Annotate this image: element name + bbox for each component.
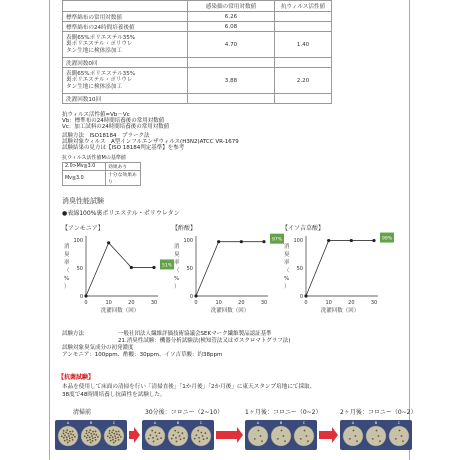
colony-dot — [200, 432, 202, 434]
colony-dot — [93, 433, 95, 435]
colony-dot — [72, 431, 74, 433]
agar-plate — [366, 426, 386, 446]
colony-dot — [151, 430, 153, 432]
colony-dot — [70, 433, 72, 435]
y-axis-label: % — [174, 276, 180, 282]
y-tick-label: 50 — [76, 266, 83, 272]
agar-plate — [168, 426, 188, 446]
colony-dot — [86, 430, 88, 432]
y-tick-label: 100 — [183, 238, 193, 244]
virus-target-note: 試験対象ウィルス A型インフルエンザウィルス(H3N2)ATCC VR-1679 — [62, 139, 239, 145]
y-tick-label: 100 — [293, 238, 303, 244]
colony-dot — [158, 432, 160, 434]
colony-dot — [69, 431, 71, 433]
deodor-subtitle: ●表綿100%裏ポリエステル・ポリウレタン — [62, 210, 180, 217]
agar-plate — [271, 426, 291, 446]
colony-dot — [203, 438, 205, 440]
antibac-desc: 38度で48時間培養し抗菌性を試験した。 — [62, 392, 166, 398]
y-axis-label: （ — [284, 268, 290, 274]
colony-dot — [92, 440, 94, 442]
colony-dot — [86, 432, 88, 434]
colony-dot — [109, 437, 111, 439]
table-header-cell: 抗ウィルス活性値 — [275, 1, 332, 12]
colony-dot — [160, 437, 162, 439]
colony-dot — [300, 438, 302, 440]
colony-dot — [353, 430, 355, 432]
y-axis-label: ） — [174, 284, 180, 290]
colony-dot — [281, 430, 283, 432]
colony-dot — [177, 432, 179, 434]
step-label: 30分後：コロニー（2~10） — [145, 409, 224, 416]
colony-dot — [63, 432, 65, 434]
colony-dot — [197, 430, 199, 432]
agar-plate — [294, 426, 314, 446]
colony-dot — [64, 440, 66, 442]
y-axis-label: % — [64, 276, 70, 282]
x-tick-label: 0 — [84, 300, 88, 306]
colony-dot — [92, 431, 94, 433]
step-label: 2ヶ月後：コロニー（0~2） — [340, 409, 417, 416]
colony-dot — [156, 435, 158, 437]
x-tick-label: 20 — [238, 300, 245, 306]
colony-dot — [84, 435, 86, 437]
y-axis-label: 消 — [174, 244, 180, 250]
colony-dot — [95, 439, 97, 441]
gas-values: アンモニア：100ppm、酢酸：30ppm、イソ吉草酸：約38ppm — [62, 352, 223, 358]
arrow-icon — [216, 427, 243, 443]
table-cell-value: 6.26 — [188, 12, 275, 22]
colony-dot — [114, 435, 116, 437]
plate-letter: B — [279, 421, 283, 425]
x-tick-label: 30 — [260, 300, 268, 306]
x-tick-label: 20 — [348, 300, 355, 306]
plate-letter: A — [256, 421, 260, 425]
criteria-effect: 効果あり — [106, 163, 141, 171]
criteria-effect: 十分な効果あり — [106, 171, 141, 186]
colony-dot — [157, 438, 159, 440]
colony-dot — [195, 434, 197, 436]
y-axis-label: % — [284, 276, 290, 282]
colony-dot — [91, 435, 93, 437]
criteria-title: 抗ウィルス活性値Mの基準値 — [62, 155, 126, 161]
colony-dot — [67, 433, 69, 435]
colony-dot — [94, 437, 96, 439]
colony-dot — [63, 437, 65, 439]
x-tick-label: 10 — [215, 300, 222, 306]
deodor-method-label: 試験方法 — [62, 331, 85, 337]
colony-dot — [395, 438, 397, 440]
criteria-range: 2.0>Mv≧3.0 — [63, 163, 106, 171]
arrow-icon — [129, 427, 140, 443]
colony-dot — [148, 438, 150, 440]
colony-dot — [68, 435, 70, 437]
colony-dot — [198, 437, 200, 439]
table-row-label: 表側65%ポリエステル35% 裏ポリエステル・ポリウレ タン生地に検体添加工 — [63, 32, 188, 58]
colony-dot — [204, 432, 206, 434]
colony-dot — [304, 430, 306, 432]
formula-text: 抗ウィルス活性値=Vb－Vc — [62, 112, 130, 118]
plate-letter: B — [89, 421, 93, 425]
colony-dot — [154, 432, 156, 434]
colony-dot — [179, 435, 181, 437]
colony-dot — [349, 438, 351, 440]
colony-dot — [109, 432, 111, 434]
antibac-desc: 本品を使用して床面の清掃を行い「清掃直後」「1か月後」「2か月後」に東天スタンプ培地にて採取、 — [62, 384, 316, 390]
y-tick-label: 0 — [189, 294, 193, 300]
colony-dot — [112, 429, 114, 431]
colony-dot — [172, 434, 174, 436]
colony-dot — [115, 437, 117, 439]
colony-dot — [69, 437, 71, 439]
colony-dot — [63, 430, 65, 432]
vc-note: Vc：加工試料の24時間培養後の常用対数値 — [62, 124, 170, 130]
deodor-method-line: 一般社団法人繊維評価技術協議会SEKマーク繊維製品認証基準 — [118, 331, 272, 337]
colony-dot — [115, 440, 117, 442]
colony-dot — [379, 440, 381, 442]
colony-dot — [401, 435, 403, 437]
vb-note: Vb：標準布の24時間培養後の常用対数値 — [62, 118, 165, 124]
colony-dot — [372, 438, 374, 440]
colony-dot — [92, 437, 94, 439]
table-header-cell: 感染価の常用対数値 — [188, 1, 275, 12]
x-tick-label: 20 — [128, 300, 135, 306]
table-cell-activity: 2.20 — [275, 68, 332, 94]
method-note: 試験方法 ISO18184 プラーク法 — [62, 133, 150, 139]
agar-plate — [389, 426, 409, 446]
agar-plate — [191, 426, 211, 446]
colony-dot — [175, 437, 177, 439]
colony-dot — [307, 440, 309, 442]
colony-dot — [112, 436, 114, 438]
colony-dot — [66, 436, 68, 438]
colony-dot — [254, 438, 256, 440]
deodor-title: 消臭性能試験 — [62, 197, 104, 205]
y-axis-label: （ — [174, 268, 180, 274]
plate-letter: A — [153, 421, 157, 425]
y-axis-label: 消 — [64, 244, 70, 250]
colony-dot — [181, 432, 183, 434]
criteria-range: Mv≧3.0 — [63, 171, 106, 186]
y-axis-label: 臭 — [174, 252, 180, 258]
chart-title: 【イソ吉草酸】 — [282, 225, 325, 232]
colony-dot — [89, 429, 91, 431]
colony-dot — [152, 437, 154, 439]
plate-letter: A — [66, 421, 70, 425]
colony-dot — [97, 436, 99, 438]
colony-dot — [95, 434, 97, 436]
colony-dot — [95, 431, 97, 433]
y-axis-label: ） — [284, 284, 290, 290]
colony-dot — [110, 435, 112, 437]
x-tick-label: 30 — [370, 300, 378, 306]
plate-letter: C — [112, 421, 116, 425]
table-row-label: 洗濯回数10回 — [63, 94, 188, 104]
colony-dot — [118, 434, 120, 436]
y-tick-label: 0 — [299, 294, 303, 300]
callout-label: 99% — [381, 236, 393, 242]
y-tick-label: 0 — [79, 294, 83, 300]
colony-dot — [284, 440, 286, 442]
result-note: 試験結果の見方は【ISO 18184判定基準】を参考 — [62, 145, 185, 151]
y-tick-label: 100 — [73, 238, 83, 244]
table-row-label: 標準綿布の24時間培養後値 — [63, 22, 188, 32]
y-axis-label: 率 — [174, 260, 180, 266]
chart-title: 【酢酸】 — [172, 225, 197, 232]
colony-dot — [378, 435, 380, 437]
colony-dot — [66, 439, 68, 441]
y-tick-label: 50 — [186, 266, 193, 272]
colony-dot — [86, 437, 88, 439]
table-row-label: 標準綿布の常用対数値 — [63, 12, 188, 22]
colony-dot — [194, 438, 196, 440]
x-axis-label: 洗濯回数（回） — [100, 308, 140, 314]
plate-letter: C — [199, 421, 203, 425]
colony-dot — [171, 438, 173, 440]
colony-dot — [65, 431, 67, 433]
colony-dot — [402, 440, 404, 442]
colony-dot — [72, 434, 74, 436]
y-axis-label: 率 — [64, 260, 70, 266]
colony-dot — [206, 437, 208, 439]
callout-label: 97% — [271, 237, 283, 243]
colony-dot — [153, 441, 155, 443]
colony-dot — [199, 441, 201, 443]
colony-dot — [183, 437, 185, 439]
plate-letter: B — [176, 421, 180, 425]
table-cell-value: 6.08 — [188, 22, 275, 32]
colony-dot — [174, 430, 176, 432]
chart-title: 【アンモニア】 — [62, 225, 104, 232]
gas-title: 試験対象臭気成分の初発濃度 — [62, 345, 134, 351]
colony-dot — [111, 431, 113, 433]
x-tick-label: 0 — [194, 300, 198, 306]
colony-dot — [355, 435, 357, 437]
y-axis-label: 臭 — [64, 252, 70, 258]
colony-dot — [117, 437, 119, 439]
colony-dot — [118, 439, 120, 441]
y-axis-label: 消 — [284, 244, 290, 250]
agar-plate — [248, 426, 268, 446]
colony-dot — [109, 430, 111, 432]
colony-dot — [64, 435, 66, 437]
colony-dot — [118, 431, 120, 433]
colony-dot — [120, 436, 122, 438]
step-label: 清掃前 — [73, 409, 92, 416]
x-axis-label: 洗濯回数（回） — [320, 308, 360, 314]
table-cell-value: 3.88 — [188, 68, 275, 94]
table-row-label: 洗濯回数0回 — [63, 58, 188, 68]
colony-dot — [90, 433, 92, 435]
colony-dot — [72, 439, 74, 441]
colony-dot — [87, 440, 89, 442]
colony-dot — [67, 442, 69, 444]
colony-dot — [69, 440, 71, 442]
deodor-method-line: 21.消臭性試験：機器分析試験法(検知管法又はガスクロマトグラフ法) — [118, 338, 291, 344]
colony-dot — [113, 442, 115, 444]
colony-dot — [107, 435, 109, 437]
table-cell-activity: 1.40 — [275, 32, 332, 58]
colony-dot — [277, 438, 279, 440]
antibac-title: 【抗菌試験】 — [58, 374, 95, 381]
colony-dot — [116, 433, 118, 435]
x-tick-label: 10 — [105, 300, 112, 306]
colony-dot — [202, 435, 204, 437]
colony-dot — [61, 435, 63, 437]
table-row-label: 表側65%ポリエステル35% 裏ポリエステル・ポリウレ タン生地に検体添加工 — [63, 68, 188, 94]
colony-dot — [66, 429, 68, 431]
colony-dot — [260, 435, 262, 437]
step-label: 1ヶ月後：コロニー（0~2） — [245, 409, 322, 416]
colony-dot — [306, 435, 308, 437]
colony-dot — [176, 441, 178, 443]
y-axis-label: （ — [64, 268, 70, 274]
colony-dot — [89, 436, 91, 438]
agar-plate — [145, 426, 165, 446]
colony-dot — [399, 430, 401, 432]
colony-dot — [283, 435, 285, 437]
colony-dot — [90, 442, 92, 444]
colony-dot — [149, 434, 151, 436]
colony-dot — [180, 438, 182, 440]
colony-dot — [115, 431, 117, 433]
colony-dot — [87, 435, 89, 437]
table-cell-value: 4.70 — [188, 32, 275, 58]
colony-dot — [113, 433, 115, 435]
x-axis-label: 洗濯回数（回） — [210, 308, 250, 314]
plate-letter: B — [374, 421, 378, 425]
y-axis-label: 臭 — [284, 252, 290, 258]
x-tick-label: 10 — [325, 300, 332, 306]
y-axis-label: 率 — [284, 260, 290, 266]
colony-dot — [89, 439, 91, 441]
colony-dot — [356, 440, 358, 442]
y-tick-label: 50 — [296, 266, 303, 272]
colony-dot — [74, 436, 76, 438]
y-axis-label: ） — [64, 284, 70, 290]
callout-label: 51% — [161, 263, 173, 269]
colony-dot — [71, 437, 73, 439]
colony-dot — [376, 430, 378, 432]
plate-letter: C — [302, 421, 306, 425]
plate-letter: A — [351, 421, 355, 425]
colony-dot — [261, 440, 263, 442]
colony-dot — [110, 440, 112, 442]
colony-dot — [258, 430, 260, 432]
agar-plate — [343, 426, 363, 446]
colony-dot — [88, 431, 90, 433]
x-tick-label: 0 — [304, 300, 308, 306]
plate-letter: C — [397, 421, 401, 425]
colony-dot — [112, 439, 114, 441]
x-tick-label: 30 — [150, 300, 158, 306]
arrow-icon — [319, 427, 338, 443]
